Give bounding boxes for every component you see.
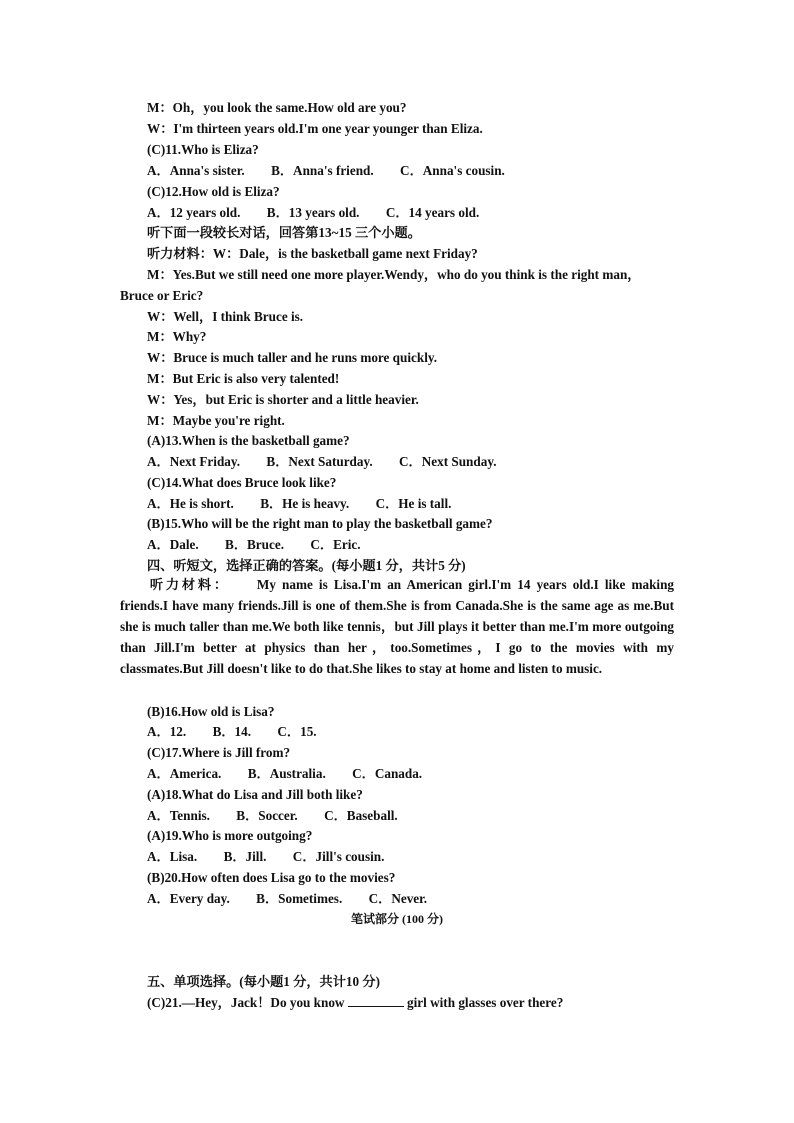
section-4-heading: 四、听短文，选择正确的答案。(每小题1 分，共计5 分) [147,558,466,573]
dialogue-line: M：But Eric is also very talented! [147,371,340,386]
options-11: A．Anna's sister. B．Anna's friend. C．Anna's cousin. [147,163,505,178]
dialogue-line: M：Yes.But we still need one more player.Wendy，who do you think is the right man， [147,267,641,282]
question-17: (C)17.Where is Jill from? [147,745,291,760]
part-title: 笔试部分 (100 分) [351,912,443,926]
options-13: A．Next Friday. B．Next Saturday. C．Next Sunday. [147,454,497,469]
question-20: (B)20.How often does Lisa go to the movies? [147,870,396,885]
options-18: A．Tennis. B．Soccer. C．Baseball. [147,808,398,823]
question-21 [147,994,563,1011]
question-21-text: (C)21.—Hey，Jack！Do you know [147,995,348,1010]
options-12: A．12 years old. B．13 years old. C．14 years old. [147,205,480,220]
options-20: A．Every day. B．Sometimes. C．Never. [147,891,428,906]
question-14: (C)14.What does Bruce look like? [147,475,337,490]
dialogue-line-continued: Bruce or Eric? [120,288,204,303]
section-5-heading: 五、单项选择。(每小题1 分，共计10 分) [147,974,380,989]
dialogue-line: M：Maybe you're right. [147,413,285,428]
options-16: A．12. B．14. C．15. [147,724,317,739]
instruction-line: 听下面一段较长对话，回答第13~15 三个小题。 [147,225,421,240]
options-15: A．Dale. B．Bruce. C．Eric. [147,537,361,552]
options-17: A．America. B．Australia. C．Canada. [147,766,423,781]
answer-blank [348,996,404,1007]
dialogue-line: W：Bruce is much taller and he runs more quickly. [147,350,438,365]
question-11: (C)11.Who is Eliza? [147,142,259,157]
options-14: A．He is short. B．He is heavy. C．He is tall. [147,496,452,511]
dialogue-line: W：Yes，but Eric is shorter and a little heavier. [147,392,419,407]
question-15: (B)15.Who will be the right man to play the basketball game? [147,516,493,531]
listening-passage [120,575,674,680]
question-19: (A)19.Who is more outgoing? [147,828,313,843]
passage-text: My name is Lisa.I'm an American girl.I'm 14 years old.I like making friends.I have many friends.Jill is one of them.She is from Canada.She is the same age as me.But she is much taller than me.We both like tennis，but Jill plays it better than me.I'm more outgoing than Jill.I'm better at physics than her，too.Sometimes，I go to the movies with my classmates.But Jill doesn't like to do that.She likes to stay at home and listen to music. [120,577,675,676]
question-12: (C)12.How old is Eliza? [147,184,280,199]
dialogue-line: M：Oh，you look the same.How old are you? [147,100,407,115]
dialogue-line: W：Well，I think Bruce is. [147,309,304,324]
question-18: (A)18.What do Lisa and Jill both like? [147,787,363,802]
question-13: (A)13.When is the basketball game? [147,433,350,448]
question-21-text-end: girl with glasses over there? [403,995,564,1010]
question-16: (B)16.How old is Lisa? [147,704,275,719]
dialogue-line: M：Why? [147,329,207,344]
options-19: A．Lisa. B．Jill. C．Jill's cousin. [147,849,385,864]
material-label: 听力材料： [147,577,230,592]
dialogue-line: 听力材料：W：Dale，is the basketball game next Friday? [147,246,478,261]
dialogue-line: W：I'm thirteen years old.I'm one year younger than Eliza. [147,121,483,136]
